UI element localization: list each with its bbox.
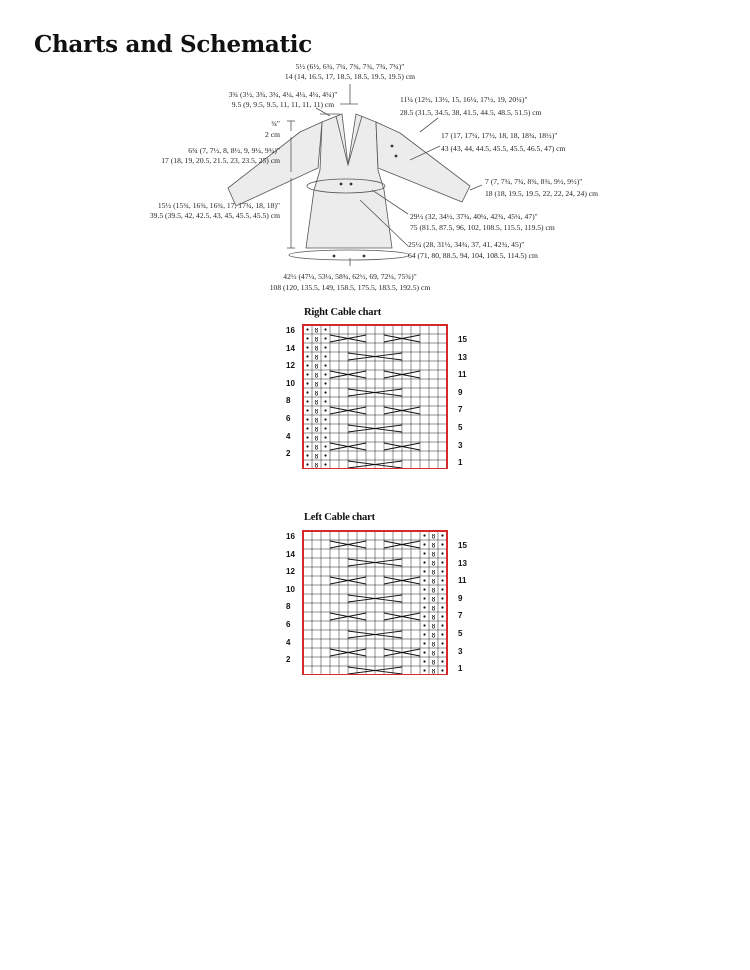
twisted-stitch-symbol: ᴕ (431, 648, 436, 658)
purl-symbol (441, 624, 443, 626)
purl-symbol (423, 570, 425, 572)
row-number: 7 (458, 611, 463, 621)
row-number: 10 (286, 584, 295, 594)
row-number: 11 (458, 370, 467, 380)
purl-symbol (423, 543, 425, 545)
row-number: 15 (458, 541, 467, 550)
purl-symbol (441, 579, 443, 581)
purl-symbol (441, 633, 443, 635)
armhole-depth-in: 6¾ (7, 7½, 8, 8½, 9, 9¼, 9¾)" (188, 146, 280, 155)
waist-in: 25¼ (28, 31½, 34¾, 37, 41, 42¾, 45)" (408, 240, 525, 249)
purl-symbol (423, 633, 425, 635)
twisted-stitch-symbol: ᴕ (314, 334, 319, 344)
twisted-stitch-symbol: ᴕ (314, 370, 319, 380)
row-number: 11 (458, 576, 467, 586)
hem-cm: 108 (120, 135.5, 149, 158.5, 175.5, 183.5, 192.5) cm (269, 283, 431, 292)
row-number: 2 (286, 449, 291, 459)
twisted-stitch-symbol: ᴕ (314, 424, 319, 434)
purl-symbol (423, 669, 425, 671)
twisted-stitch-symbol: ᴕ (431, 621, 436, 631)
row-number: 1 (458, 458, 463, 468)
purl-symbol (324, 409, 326, 411)
right-chart-title: Right Cable chart (304, 307, 382, 318)
purl-symbol (306, 391, 308, 393)
page-title: Charts and Schematic (34, 31, 312, 58)
armhole-depth-cm: 17 (18, 19, 20.5, 21.5, 23, 23.5, 25) cm (161, 156, 280, 165)
purl-symbol (441, 570, 443, 572)
purl-symbol (306, 409, 308, 411)
purl-symbol (324, 355, 326, 357)
twisted-stitch-symbol: ᴕ (431, 576, 436, 586)
twisted-stitch-symbol: ᴕ (314, 343, 319, 353)
twisted-stitch-symbol: ᴕ (431, 594, 436, 604)
purl-symbol (441, 660, 443, 662)
twisted-stitch-symbol: ᴕ (431, 540, 436, 550)
row-number: 8 (286, 602, 291, 612)
purl-symbol (423, 561, 425, 563)
purl-symbol (441, 597, 443, 599)
purl-symbol (441, 669, 443, 671)
sweater-schematic (0, 0, 750, 300)
row-number: 6 (286, 414, 291, 423)
purl-symbol (306, 328, 308, 330)
purl-symbol (324, 346, 326, 348)
twisted-stitch-symbol: ᴕ (314, 460, 319, 469)
purl-symbol (423, 606, 425, 608)
row-number: 1 (458, 664, 463, 674)
row-number: 5 (458, 423, 463, 432)
twisted-stitch-symbol: ᴕ (431, 558, 436, 568)
row-number: 14 (286, 343, 295, 353)
neck-width-cm: 14 (14, 16.5, 17, 18.5, 18.5, 19.5, 19.5) cm (284, 72, 416, 81)
purl-symbol (441, 561, 443, 563)
purl-symbol (324, 337, 326, 339)
twisted-stitch-symbol: ᴕ (431, 657, 436, 667)
purl-symbol (324, 454, 326, 456)
row-number: 12 (286, 361, 295, 371)
purl-symbol (423, 552, 425, 554)
purl-symbol (423, 615, 425, 617)
purl-symbol (423, 660, 425, 662)
left-cable-chart-grid (302, 530, 448, 675)
purl-symbol (324, 382, 326, 384)
purl-symbol (306, 373, 308, 375)
purl-symbol (441, 606, 443, 608)
purl-symbol (324, 436, 326, 438)
shoulder-cm: 9.5 (9, 9.5, 9.5, 11, 11, 11, 11) cm (231, 100, 335, 109)
purl-symbol (441, 588, 443, 590)
twisted-stitch-symbol: ᴕ (314, 388, 319, 398)
purl-symbol (306, 382, 308, 384)
purl-symbol (423, 588, 425, 590)
sleeve-length-in: 17 (17, 17¼, 17½, 18, 18, 18¾, 18½)" (441, 131, 558, 140)
purl-symbol (306, 445, 308, 447)
twisted-stitch-symbol: ᴕ (314, 442, 319, 452)
purl-symbol (441, 534, 443, 536)
purl-symbol (324, 328, 326, 330)
high-waist-cm: 75 (81.5, 87.5, 96, 102, 108.5, 115.5, 119.5) cm (410, 223, 555, 232)
twisted-stitch-symbol: ᴕ (431, 531, 436, 541)
row-number: 3 (458, 646, 463, 656)
purl-symbol (306, 337, 308, 339)
purl-symbol (423, 651, 425, 653)
twisted-stitch-symbol: ᴕ (431, 567, 436, 577)
row-number: 10 (286, 378, 295, 388)
sleeve-length-cm: 43 (43, 44, 44.5, 45.5, 45.5, 46.5, 47) cm (441, 144, 566, 153)
purl-symbol (306, 436, 308, 438)
hem-in: 42½ (47¼, 53¼, 58¾, 62½, 69, 72¼, 75¾)" (283, 272, 417, 281)
row-number: 5 (458, 629, 463, 638)
purl-symbol (441, 642, 443, 644)
row-number: 16 (286, 532, 295, 541)
purl-symbol (441, 615, 443, 617)
twisted-stitch-symbol: ᴕ (431, 549, 436, 559)
row-number: 2 (286, 655, 291, 665)
neck-width-in: 5½ (6½, 6¾, 7¼, 7¾, 7¾, 7¾, 7¾)" (295, 62, 405, 71)
left-chart-title: Left Cable chart (304, 512, 375, 523)
purl-symbol (423, 534, 425, 536)
right-cable-chart-grid (302, 324, 448, 469)
purl-symbol (441, 552, 443, 554)
purl-symbol (324, 373, 326, 375)
shoulder-in: 3¾ (3½, 3¾, 3¾, 4¼, 4¼, 4¼, 4¼)" (228, 90, 338, 99)
purl-symbol (306, 355, 308, 357)
twisted-stitch-symbol: ᴕ (431, 585, 436, 595)
purl-symbol (324, 364, 326, 366)
twisted-stitch-symbol: ᴕ (314, 397, 319, 407)
purl-symbol (306, 454, 308, 456)
twisted-stitch-symbol: ᴕ (431, 630, 436, 640)
upper-arm-in: 11¼ (12½, 13½, 15, 16¼, 17½, 19, 20¼)" (400, 95, 528, 104)
twisted-stitch-symbol: ᴕ (314, 352, 319, 362)
neck-depth-in: ¾" (271, 119, 280, 128)
row-number: 13 (458, 352, 467, 362)
purl-symbol (306, 364, 308, 366)
body-length-in: 15½ (15¾, 16¾, 16¾, 17, 17¾, 18, 18)" (157, 201, 280, 210)
purl-symbol (306, 427, 308, 429)
high-waist-in: 29½ (32, 34½, 37¾, 40¼, 42¾, 45¼, 47)" (410, 212, 538, 221)
body-length-cm: 39.5 (39.5, 42, 42.5, 43, 45, 45.5, 45.5) cm (149, 211, 280, 220)
twisted-stitch-symbol: ᴕ (314, 415, 319, 425)
purl-symbol (423, 642, 425, 644)
row-number: 13 (458, 558, 467, 568)
row-number: 4 (286, 637, 291, 647)
row-number: 3 (458, 440, 463, 450)
twisted-stitch-symbol: ᴕ (431, 666, 436, 675)
cuff-cm: 18 (18, 19.5, 19.5, 22, 22, 24, 24) cm (485, 189, 599, 198)
purl-symbol (324, 445, 326, 447)
waist-cm: 64 (71, 80, 88.5, 94, 104, 108.5, 114.5) cm (408, 251, 538, 260)
row-number: 12 (286, 567, 295, 577)
purl-symbol (441, 651, 443, 653)
purl-symbol (306, 400, 308, 402)
twisted-stitch-symbol: ᴕ (314, 325, 319, 335)
purl-symbol (423, 624, 425, 626)
row-number: 9 (458, 593, 463, 603)
purl-symbol (441, 543, 443, 545)
row-number: 8 (286, 396, 291, 406)
purl-symbol (306, 346, 308, 348)
twisted-stitch-symbol: ᴕ (314, 406, 319, 416)
row-number: 4 (286, 431, 291, 441)
purl-symbol (324, 391, 326, 393)
purl-symbol (324, 427, 326, 429)
purl-symbol (306, 463, 308, 465)
purl-symbol (423, 579, 425, 581)
twisted-stitch-symbol: ᴕ (431, 639, 436, 649)
row-number: 15 (458, 335, 467, 344)
row-number: 6 (286, 620, 291, 629)
twisted-stitch-symbol: ᴕ (314, 433, 319, 443)
purl-symbol (324, 400, 326, 402)
twisted-stitch-symbol: ᴕ (431, 603, 436, 613)
twisted-stitch-symbol: ᴕ (314, 361, 319, 371)
twisted-stitch-symbol: ᴕ (314, 379, 319, 389)
row-number: 16 (286, 326, 295, 335)
row-number: 7 (458, 405, 463, 415)
row-number: 9 (458, 387, 463, 397)
row-number: 14 (286, 549, 295, 559)
neck-depth-cm: 2 cm (265, 130, 280, 139)
twisted-stitch-symbol: ᴕ (431, 612, 436, 622)
purl-symbol (324, 463, 326, 465)
purl-symbol (423, 597, 425, 599)
cuff-in: 7 (7, 7¾, 7¾, 8¾, 8¾, 9½, 9½)" (485, 177, 583, 186)
purl-symbol (306, 418, 308, 420)
upper-arm-cm: 28.5 (31.5, 34.5, 38, 41.5, 44.5, 48.5, 51.5) cm (400, 108, 542, 117)
purl-symbol (324, 418, 326, 420)
twisted-stitch-symbol: ᴕ (314, 451, 319, 461)
